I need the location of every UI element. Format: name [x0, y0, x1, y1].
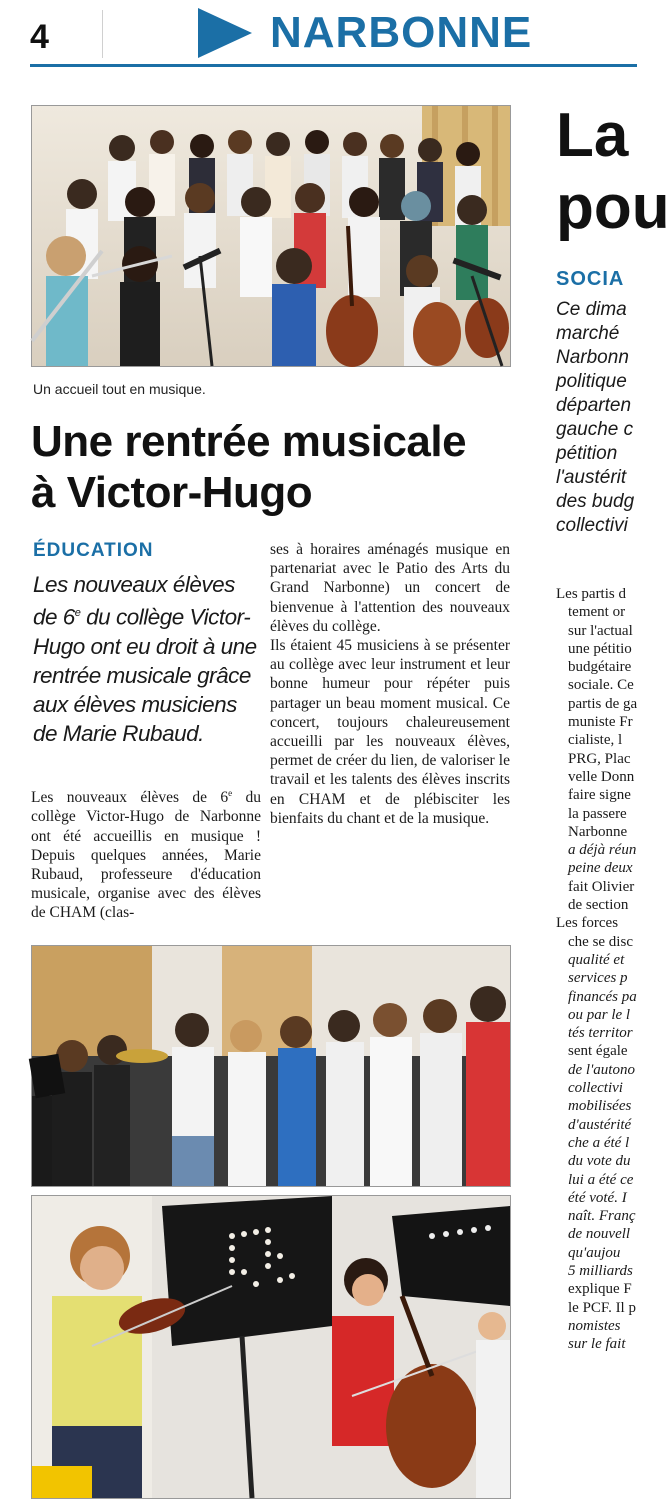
play-triangle-icon — [196, 6, 254, 60]
chapeau-suffix: du collège Victor-Hugo ont eu droit à une rentrée musicale grâce aux élèves musiciens de Marie Rubaud. — [33, 604, 257, 746]
side-body-line: qualité et — [568, 951, 625, 968]
side-body-line: Les partis d — [556, 586, 626, 602]
photo-choir-concert — [31, 105, 511, 367]
side-body-line: qu'aujou — [568, 1244, 621, 1261]
side-body-line: peine deux — [568, 860, 633, 877]
side-body-line: tés territor — [568, 1025, 633, 1042]
side-body-line: sent égale — [568, 1043, 628, 1060]
photo-caption: Un accueil tout en musique. — [33, 381, 206, 397]
side-body-line: faire signe — [568, 787, 631, 804]
side-body-line: sur le fait — [568, 1336, 626, 1353]
side-body-line: naît. Franç — [568, 1208, 636, 1225]
chapeau-sup: e — [74, 607, 81, 619]
side-body-line: velle Donn — [568, 768, 635, 785]
article-headline — [31, 416, 511, 518]
side-body-line: tement or — [568, 604, 626, 621]
side-body-line: de nouvell — [568, 1226, 631, 1243]
side-body-line: lui a été ce — [568, 1171, 634, 1188]
side-body-line: PRG, Plac — [568, 750, 631, 767]
side-body-line: a déjà réun — [568, 842, 637, 859]
side-body-line: financés pa — [568, 988, 637, 1005]
side-body-line: partis de ga — [568, 695, 638, 712]
side-body-line: du vote du — [568, 1153, 631, 1170]
side-article-body — [556, 585, 637, 1353]
side-chapeau-line: gauche c — [556, 419, 634, 440]
side-body-line: la passere — [568, 805, 627, 822]
side-body-line: mobilisées — [568, 1098, 632, 1115]
article-kicker: ÉDUCATION — [33, 540, 154, 561]
headline-line-2: à Victor-Hugo — [31, 468, 313, 517]
side-body-line: fait Olivier — [568, 878, 635, 895]
side-chapeau-line: des budg — [556, 491, 635, 512]
body-right-paragraph-1: ses à horaires aménagés musique en partenariat avec le Patio des Arts du Grand Narbonne) un concert de bienvenue à l'attention des nouveaux élèves du collège. — [270, 541, 510, 635]
body-left-prefix: Les nouveaux élèves de 6 — [31, 789, 229, 807]
header-separator — [102, 10, 103, 58]
chapeau-prefix: Les nouveaux élèves de 6 — [33, 572, 235, 630]
article-chapeau — [33, 570, 263, 748]
side-chapeau-line: collectivi — [556, 515, 628, 536]
side-chapeau-line: Narbonn — [556, 347, 629, 368]
header-rule — [30, 64, 637, 67]
side-chapeau-line: Ce dima — [556, 299, 627, 320]
side-body-line: budgétaire — [568, 659, 632, 676]
side-body-line: nomistes — [568, 1317, 621, 1334]
headline-line-1: Une rentrée musicale — [31, 417, 467, 466]
side-body-line: cialiste, l — [568, 732, 623, 749]
side-body-line: le PCF. Il p — [568, 1299, 636, 1316]
body-right-paragraph-2: Ils étaient 45 musiciens à se présenter au collège avec leur instrument et leur bonne humeur pour répéter puis partager un beau moment musical. Ce concert, toujours chaleureusement accueilli par les nouveaux élèves, permet de créer du lien, de valoriser le travail et les talents des élèves inscrits en CHAM et de plébisciter les bienfaits du chant et de la musique. — [270, 637, 510, 827]
photo-trumpet-players — [31, 945, 511, 1187]
side-headline-line-1: La — [556, 101, 629, 170]
side-body-line: de section — [568, 897, 629, 914]
side-body-line: d'austérité — [568, 1116, 632, 1133]
side-body-line: sociale. Ce — [568, 677, 634, 694]
body-left-suffix: du collège Victor-Hugo de Narbonne ont été accueillis en musique ! Depuis quelques années, Marie Rubaud, professeure d'éducation musicale, organise avec des élèves de CHAM (clas- — [31, 789, 262, 922]
side-body-line: muniste Fr — [568, 714, 633, 731]
side-body-line: Les forces — [556, 915, 619, 932]
side-body-line: che se disc — [568, 933, 633, 950]
side-chapeau-line: départen — [556, 395, 632, 416]
article-body-right — [270, 540, 510, 828]
side-body-line: de l'autono — [568, 1061, 635, 1078]
section-title: NARBONNE — [270, 8, 533, 57]
side-body-line: sur l'actual — [568, 622, 633, 639]
side-article-chapeau — [556, 298, 637, 538]
side-body-line: explique F — [568, 1281, 632, 1298]
article-body-left — [31, 784, 261, 923]
page-number: 4 — [30, 18, 49, 56]
side-body-line: ou par le l — [568, 1006, 631, 1023]
side-body-line: collectivi — [568, 1080, 623, 1097]
side-article-headline — [556, 100, 670, 244]
side-body-line: été voté. I — [568, 1189, 627, 1206]
side-body-line: services p — [568, 970, 628, 987]
side-body-line: 5 milliards — [568, 1262, 633, 1279]
side-chapeau-line: politique — [556, 371, 627, 392]
side-body-line: Narbonne — [568, 823, 628, 840]
side-chapeau-line: marché — [556, 323, 620, 344]
side-headline-line-2: pou — [556, 173, 670, 242]
side-chapeau-line: l'austérit — [556, 467, 627, 488]
side-chapeau-line: pétition — [556, 443, 618, 464]
side-body-line: che a été l — [568, 1134, 630, 1151]
side-body-line: une pétitio — [568, 640, 632, 657]
photo-string-players — [31, 1195, 511, 1499]
side-article-kicker: SOCIA — [556, 268, 625, 290]
body-left-sup: e — [228, 788, 233, 798]
